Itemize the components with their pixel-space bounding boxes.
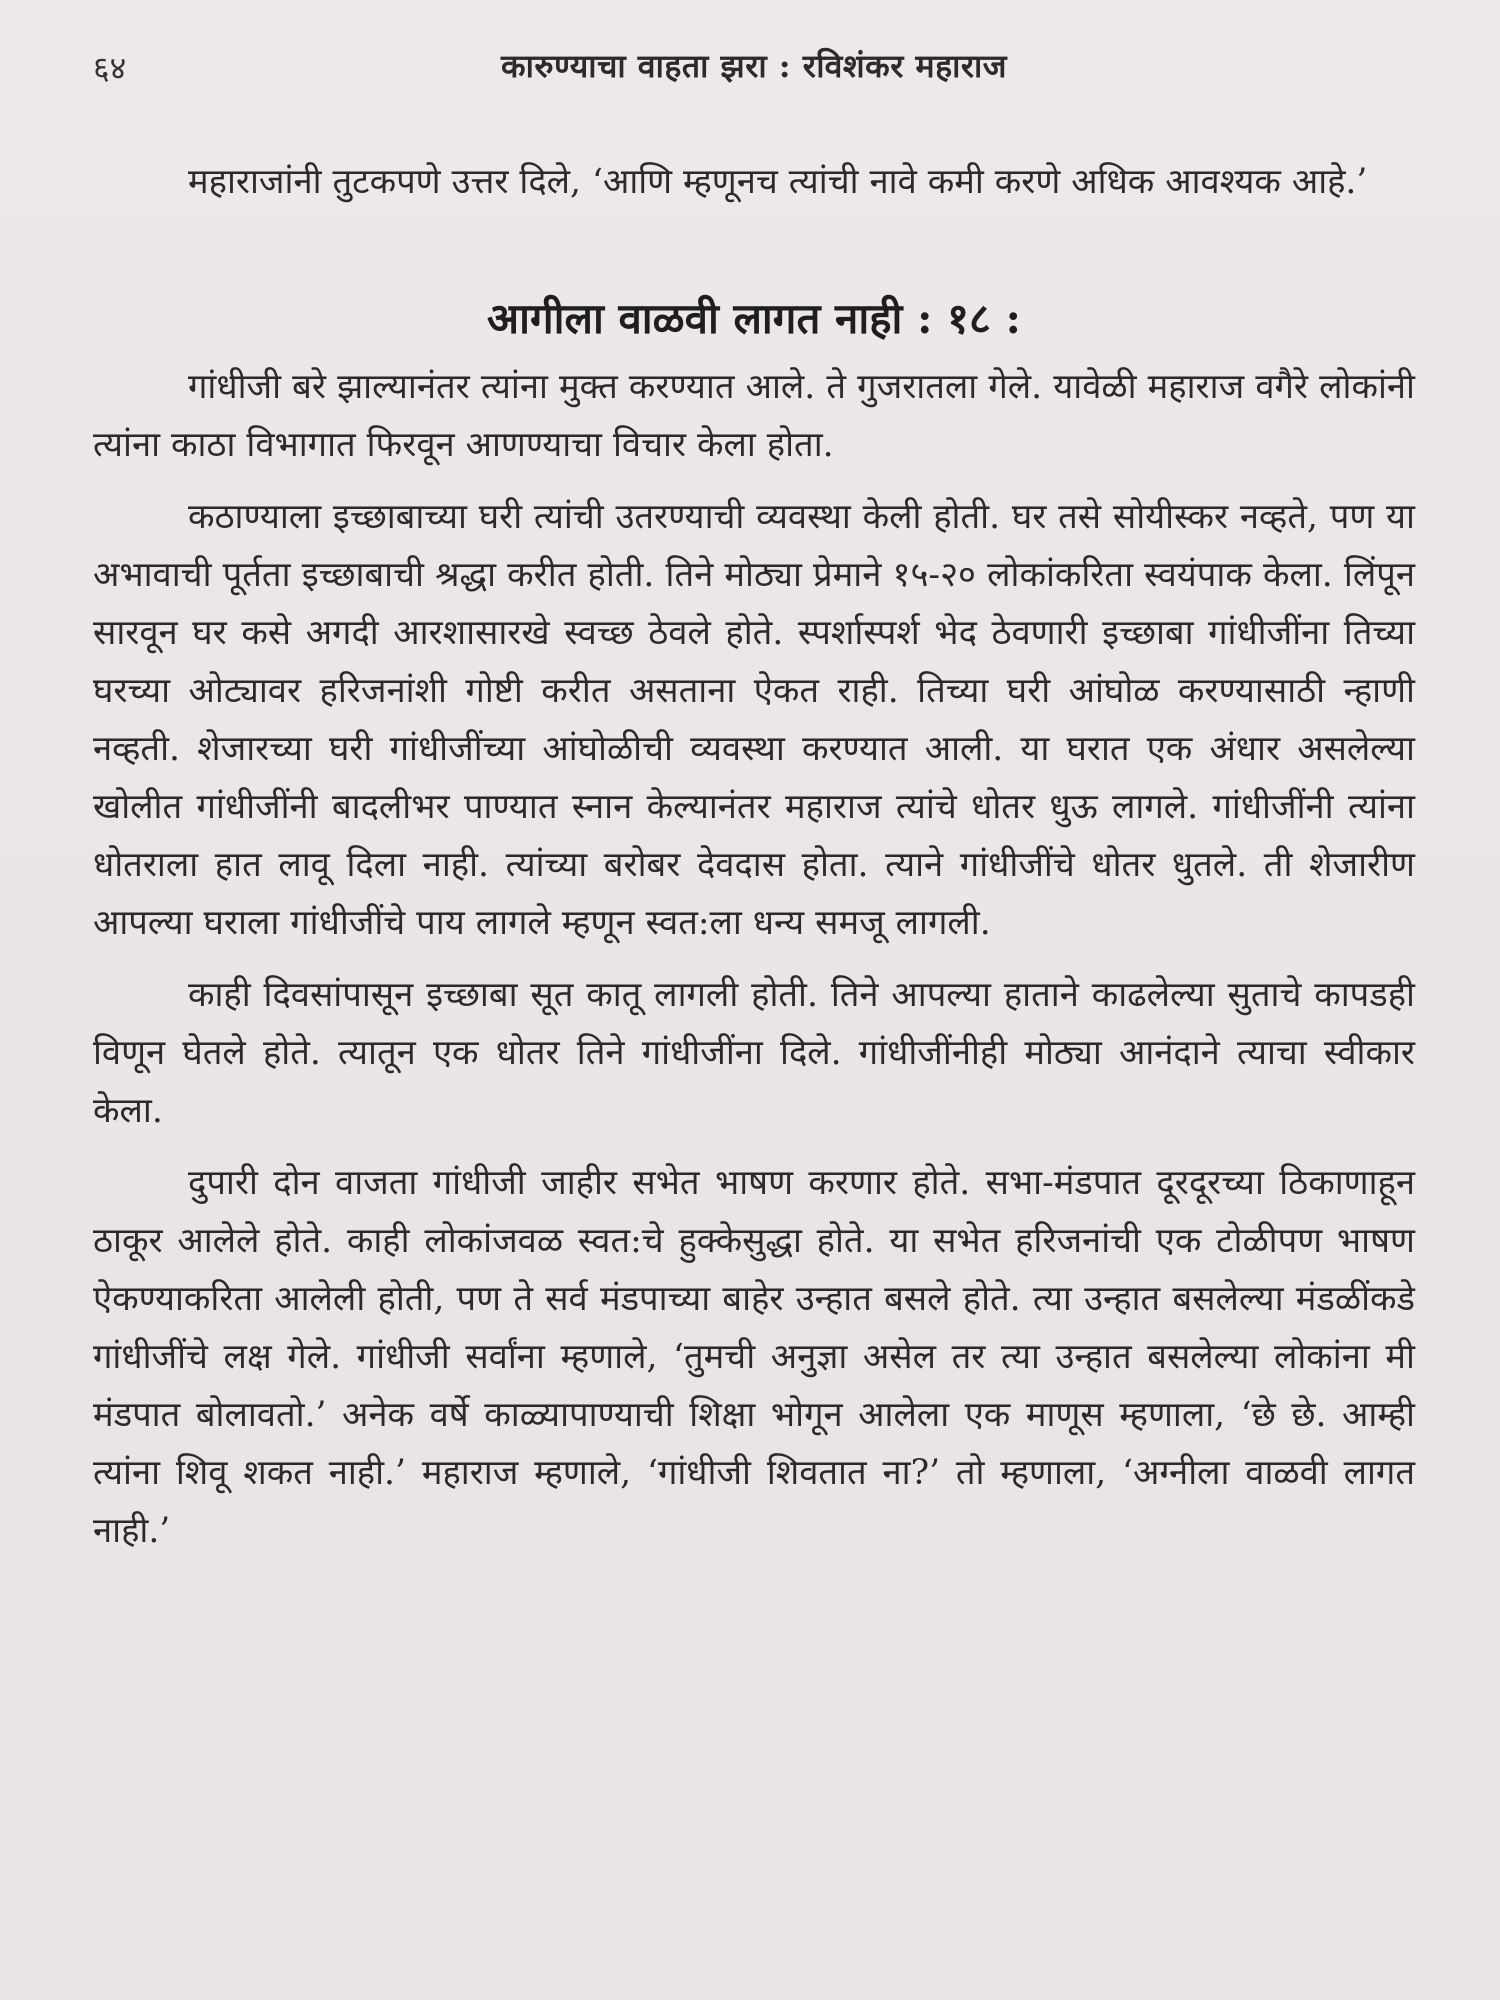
section-title: आगीला वाळवी लागत नाही : १८ : <box>487 294 1021 343</box>
page-number: ६४ <box>93 49 127 87</box>
page-header <box>93 0 1415 125</box>
paragraph-1: गांधीजी बरे झाल्यानंतर त्यांना मुक्त करण्यात आले. ते गुजरातला गेले. यावेळी महाराज वगैरे लोकांनी त्यांना काठा विभागात फिरवून आणण्याचा विचार केला होता. <box>93 367 1415 465</box>
intro-paragraph: महाराजांनी तुटकपणे उत्तर दिले, ‘आणि म्हणूनच त्यांची नावे कमी करणे अधिक आवश्यक आहे.’ <box>188 162 1368 202</box>
paragraph-4: दुपारी दोन वाजता गांधीजी जाहीर सभेत भाषण करणार होते. सभा-मंडपात दूरदूरच्या ठिकाणाहून ठाकूर आलेले होते. काही लोकांजवळ स्वत:चे हुक्केसुद्धा होते. या सभेत हरिजनांची एक टोळीपण भाषण ऐकण्याकरिता आलेली होती, पण ते सर्व मंडपाच्या बाहेर उन्हात बसले होते. त्या उन्हात बसलेल्या मंडळींकडे गांधीजींचे लक्ष गेले. गांधीजी सर्वांना म्हणाले, ‘तुमची अनुज्ञा असेल तर त्या उन्हात बसलेल्या लोकांना मी मंडपात बोलावतो.’ अनेक वर्षे काळ्यापाण्याची शिक्षा भोगून आलेला एक माणूस म्हणाला, ‘छे छे. आम्ही त्यांना शिवू शकत नाही.’ महाराज म्हणाले, ‘गांधीजी शिवतात ना?’ तो म्हणाला, ‘अग्नीला वाळवी लागत नाही.’ <box>93 1163 1415 1551</box>
paragraph-3: काही दिवसांपासून इच्छाबा सूत कातू लागली होती. तिने आपल्या हाताने काढलेल्या सुताचे कापडही विणून घेतले होते. त्यातून एक धोतर तिने गांधीजींना दिले. गांधीजींनीही मोठ्या आनंदाने त्याचा स्वीकार केला. <box>93 975 1415 1131</box>
running-title: कारुण्याचा वाहता झरा : रविशंकर महाराज <box>501 47 1007 85</box>
paragraph-2: कठाण्याला इच्छाबाच्या घरी त्यांची उतरण्याची व्यवस्था केली होती. घर तसे सोयीस्कर नव्हते, पण या अभावाची पूर्तता इच्छाबाची श्रद्धा करीत होती. तिने मोठ्या प्रेमाने १५-२० लोकांकरिता स्वयंपाक केला. लिंपून सारवून घर कसे अगदी आरशासारखे स्वच्छ ठेवले होते. स्पर्शास्पर्श भेद ठेवणारी इच्छाबा गांधीजींना तिच्या घरच्या ओट्यावर हरिजनांशी गोष्टी करीत असताना ऐकत राही. तिच्या घरी आंघोळ करण्यासाठी न्हाणी नव्हती. शेजारच्या घरी गांधीजींच्या आंघोळीची व्यवस्था करण्यात आली. या घरात एक अंधार असलेल्या खोलीत गांधीजींनी बादलीभर पाण्यात स्नान केल्यानंतर महाराज त्यांचे धोतर धुऊ लागले. गांधीजींनी त्यांना धोतराला हात लावू दिला नाही. त्यांच्या बरोबर देवदास होता. त्याने गांधीजींचे धोतर धुतले. ती शेजारीण आपल्या घराला गांधीजींचे पाय लागले म्हणून स्वत:ला धन्य समजू लागली. <box>93 497 1415 943</box>
